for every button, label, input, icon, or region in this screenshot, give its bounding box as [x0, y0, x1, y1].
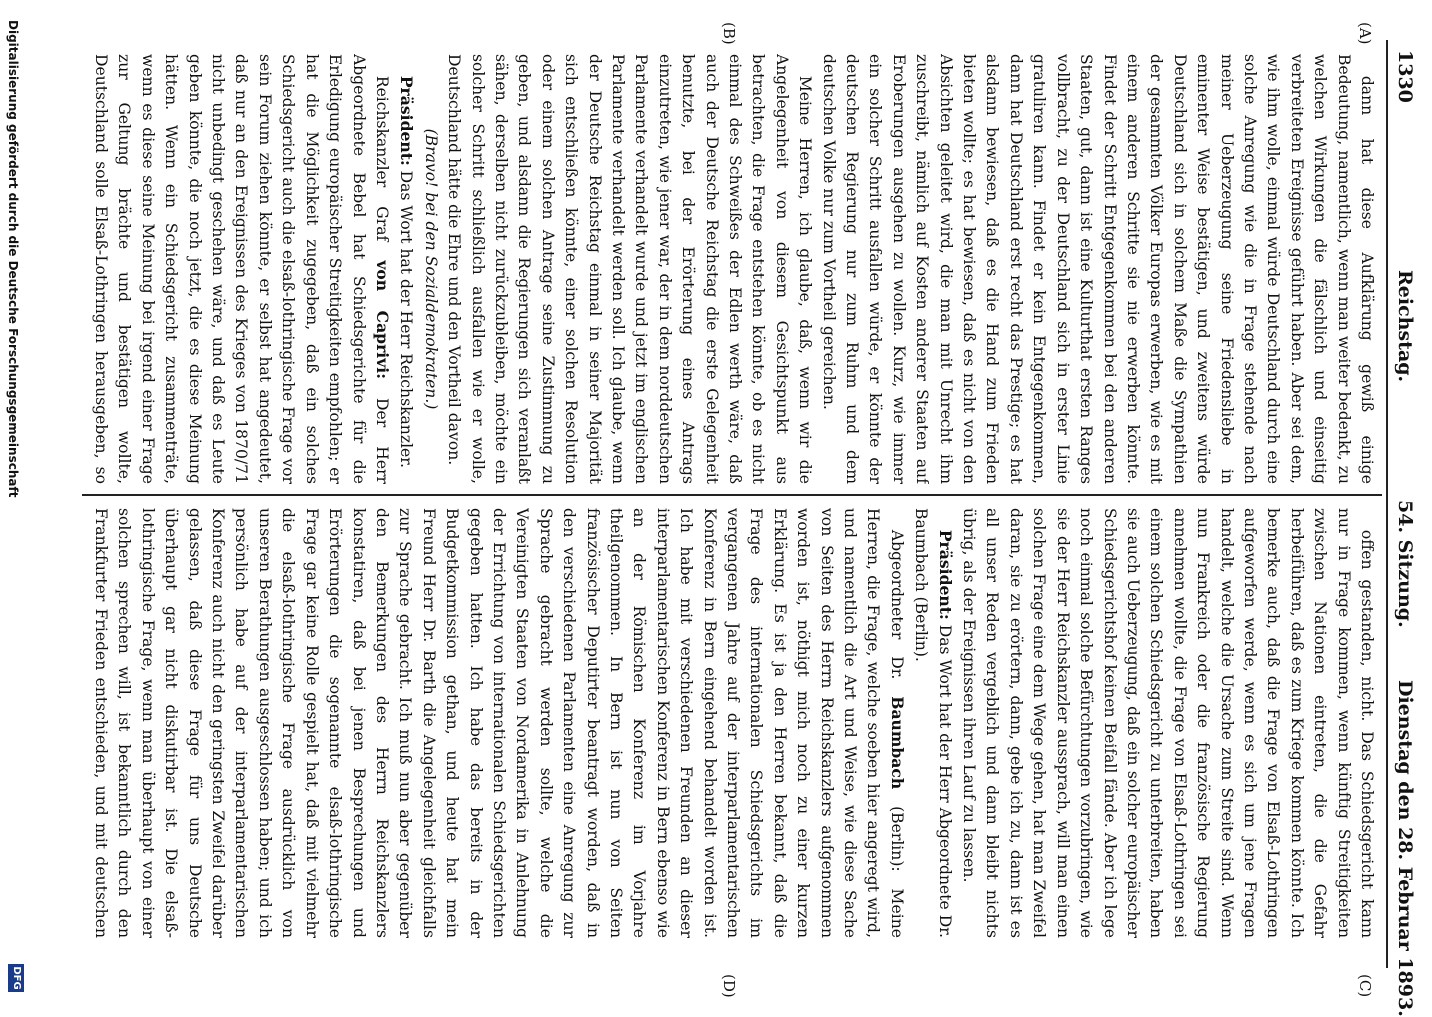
- speaker-name: Präsident:: [935, 529, 955, 620]
- right-column: [88, 508, 1378, 938]
- speech-paragraph: [88, 508, 909, 938]
- margin-marker-a: (A): [1356, 22, 1374, 45]
- left-column: [88, 54, 1378, 484]
- stage-direction: (Bravo! bei den Sozialdemokraten.): [421, 128, 440, 410]
- speaker-text: Das Wort hat der Herr Reichskanzler.: [397, 165, 416, 468]
- speaker-name: Präsident:: [397, 75, 417, 166]
- speech-paragraph: [88, 54, 394, 484]
- margin-marker-b: (B): [720, 22, 738, 45]
- column-divider: [82, 494, 1382, 496]
- margin-marker-d: (D): [720, 974, 738, 998]
- speaker-line: [394, 54, 418, 484]
- margin-marker-c: (C): [1356, 974, 1374, 998]
- speech-text: (Berlin): Meine Herren, die Frage, welche soeben hier angeregt wird, und namentlich die Art und Weise, wie diese Sache von Seiten des Herrn Reichskanzlers aufgenommen worden ist, nöthigt mich noch zu einer kurzen Erklärung. Es ist ja den Herren bekannt, daß die Frage des internationalen Schiedsgerichts im vergangenen Jahre auf der interparlamentarischen Konferenz in Bern eingehend behandelt worden ist. Ich habe mit verschiedenen Freunden an dieser interparlamentarischen Konferenz in Bern ebenso wie an der Römischen Konferenz im Vorjahre theilgenommen. In Bern ist nun von Seiten französischer Deputirter beantragt worden, daß in den verschiedenen Parlamenten eine Anregung zur Sprache gebracht werden sollte, welche die Vereinigten Staaten von Nordamerika in Anlehnung der Errichtung von internationalen Schiedsgerichten gegeben hatten. Ich habe das bereits in der Budgetkommission gethan, und heute hat mein Freund Herr Dr. Barth die Angelegenheit gleichfalls zur Sprache gebracht. Ich muß nun aber gegenüber den Bemerkungen des Herrn Reichskanzlers konstatiren, daß bei jenen Besprechungen und Erörterungen die sogenannte elsaß-lothringische Frage gar keine Rolle gespielt hat, daß mit vielmehr die elsaß-lothringische Frage ausdrücklich von unseren Berathungen ausgeschlossen haben; und ich persönlich habe auf der interparlamentarischen Konferenz auch nicht den geringsten Zweifel darüber gelassen, daß diese Frage für uns Deutsche überhaupt gar nicht diskutirbar ist. Die elsaß-lothringische Frage, wenn man überhaupt von einer solchen sprechen will, ist bekanntlich durch den Frankfurter Frieden entschieden, und mit deutschen: [92, 508, 906, 938]
- paragraph: Meine Herren, ich glaube, daß, wenn wir die Angelegenheit von diesem Gesichtspunkt aus betrachten, die Frage entstehen könnte, ob es nicht einmal des Schweißes der Edlen werth wäre, daß auch der Deutsche Reichstag die erste Gelegenheit benutzte, bei der Erörterung eines Antrags einzutreten, wie jener war, der in dem norddeutschen Parlamente verhandelt wurde und jetzt im englischen Parlamente verhandelt werden soll. Ich glaube, wenn der Deutsche Reichstag einmal in seiner Majorität sich entschließen könnte, einer solchen Resolution oder einem solchen Antrage seine Zustimmung zu geben, und alsdann die Regierungen sich veranlaßt sähen, derselben nicht zurückzubleiben, möchte ein solcher Schritt schließlich ausfallen wie er wolle, Deutschland hätte die Ehre und den Vortheil davon.: [445, 54, 815, 484]
- speaker-name: von Caprivi:: [372, 260, 392, 379]
- header-title: Reichstag.: [1394, 270, 1416, 383]
- speaker-title: Reichskanzler Graf: [372, 75, 391, 261]
- header-session: 54. Sitzung.: [1394, 500, 1416, 628]
- speech-text: Der Herr Abgeordnete Bebel hat Schiedsgerichte für die Erledigung europäischer Streitigkeiten empfohlen; er hat die Möglichkeit zugegeben, daß ein solches Schiedsgericht auch die elsaß-lothringische Frage vor sein Forum ziehen könnte, er selbst hat angedeutet, daß nur an den Ereignissen des Krieges von 1870/71 nicht unbedingt geschehen wäre, und daß es Leute geben könnte, die noch jetzt, die es diese Meinung hätten. Wenn ein Schiedsgericht zusammenträte, wenn es diese seine Meinung bei irgend einer Frage zur Geltung brächte und bestätigen wollte, Deutschland solle Elsaß-Lothringen herausgeben, so: [92, 54, 391, 484]
- paragraph: dann hat diese Aufklärung gewiß einige Bedeutung, namentlich, wenn man weiter bedenkt, zu welchen Wirkungen die fälschlich und einseitig verbreiteten Ereignisse geführt haben. Aber sei dem, wie ihm wolle, einmal würde Deutschland durch eine solche Anregung wie die in Frage stehende nach meiner Ueberzeugung seine Friedensliebe in eminenter Weise bestätigen, und zweitens würde Deutschland sich in solchem Maße die Sympathien der gesammten Völker Europas erwerben, wie es mit einem anderen Schritte sie nie erwerben könnte. Findet der Schritt Entgegenkommen bei den anderen Staaten, gut, dann ist eine Kulturthat ersten Ranges vollbracht, zu der Deutschland sich in erster Linie gratuliren kann. Findet er kein Entgegenkommen, dann hat Deutschland erst recht das Prestige; es hat alsdann bewiesen, daß es die Hand zum Frieden bieten wollte; es hat bewiesen, daß es nicht von den Absichten geleitet wird, die man mit Unrecht ihm zuschreibt, nämlich auf Kosten anderer Staaten auf Eroberungen ausgehen zu wollen. Kurz, wie immer ein solcher Schritt ausfallen würde, er könnte der deutschen Regierung nur zum Ruhm und dem deutschen Volke nur zum Vortheil gereichen.: [819, 54, 1376, 484]
- speaker-text: Das Wort hat der Herr Abgeordnete Dr. Baumbach (Berlin).: [912, 508, 954, 938]
- footer-credit: Digitalisierung gefördert durch die Deutsche Forschungsgemeinschaft: [6, 20, 20, 498]
- page-header: [1386, 40, 1418, 1017]
- speaker-name: Baumbach: [887, 696, 907, 790]
- dfg-logo: DFG: [8, 964, 24, 992]
- page-number: 1330: [1394, 50, 1416, 103]
- speaker-line: [909, 508, 957, 938]
- digitization-footer: [0, 0, 34, 1000]
- speaker-title: Abgeordneter Dr.: [887, 529, 906, 697]
- header-date: Dienstag den 28. Februar 1893.: [1394, 680, 1416, 1017]
- paragraph: offen gestanden, nicht. Das Schiedsgericht kann nur in Frage kommen, wenn künftig Streitigkeiten zwischen Nationen eintreten, die die Gefahr herbeiführen, daß es zum Kriege kommen könnte. Ich bemerke auch, daß die Frage von Elsaß-Lothringen aufgeworfen werde, wenn es sich um jene Fragen handelt, welche die Ursache zum Streite sind. Wenn nun Frankreich oder die französische Regierung annehmen wollte, die Frage von Elsaß-Lothringen sei einem solchen Schiedsgericht zu unterbreiten, haben sie auch Ueberzeugung, daß ein solcher europäischer Schiedsgerichtshof keinen Beifall fände. Aber ich lege noch einmal solche Befürchtungen vorzubringen, wie sie der Herr Reichskanzler aussprach, will man einen solchen Frage eine dem Wege gehen, hat man Zweifel daran, sie zu erörtern, dann, gebe ich zu, dann ist es all unser Reden vergeblich und dann bleibt nichts übrig, als der Ereignissen ihren Lauf zu lassen.: [960, 508, 1376, 938]
